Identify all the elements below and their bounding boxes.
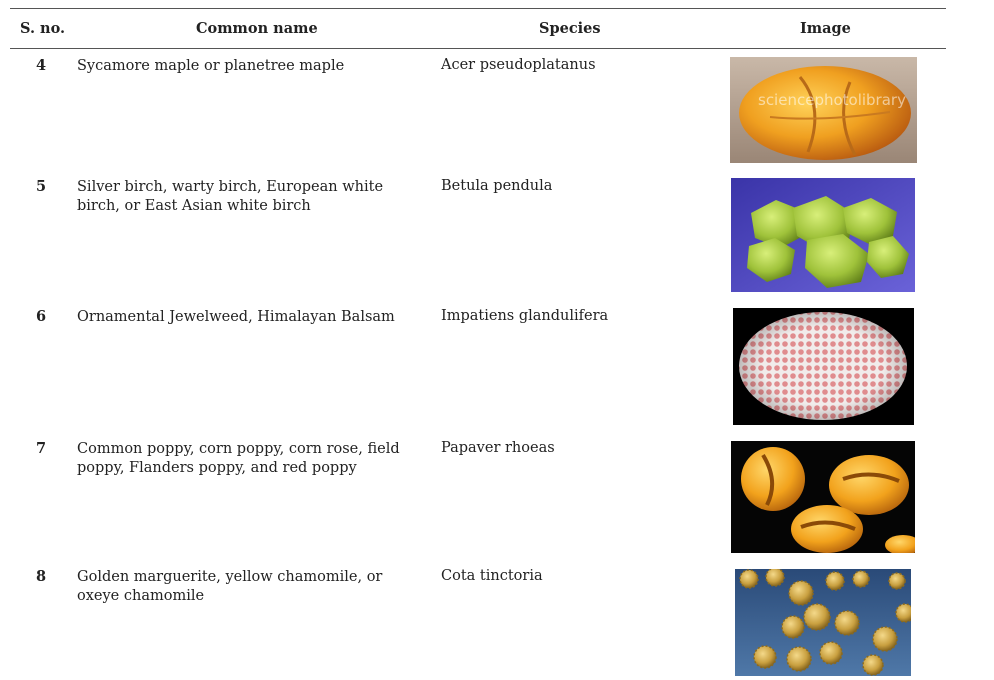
row-species: Cota tinctoria — [441, 568, 543, 584]
row-sno: 5 — [36, 178, 47, 195]
row-species: Betula pendula — [441, 178, 553, 194]
chamomile-pollen-image — [735, 569, 911, 676]
row-species: Impatiens glandulifera — [441, 308, 609, 324]
row-sno: 6 — [36, 308, 47, 325]
row-common-name: Sycamore maple or planetree maple — [77, 58, 345, 74]
row-common-name: Golden marguerite, yellow chamomile, or oxeye chamomile — [77, 569, 383, 604]
header-species: Species — [539, 20, 601, 37]
header-common-name: Common name — [196, 20, 318, 37]
chamomile-pollen-micrograph-icon — [735, 569, 911, 676]
row-common-name: Common poppy, corn poppy, corn rose, field poppy, Flanders poppy, and red poppy — [77, 441, 400, 476]
sycamore-pollen-micrograph-icon — [730, 57, 917, 163]
jewelweed-pollen-image — [733, 308, 914, 425]
header-sno: S. no. — [20, 20, 66, 37]
birch-pollen-micrograph-icon — [731, 178, 915, 292]
poppy-pollen-image — [731, 441, 915, 553]
row-sno: 7 — [36, 440, 47, 457]
header-image: Image — [800, 20, 851, 37]
birch-pollen-image — [731, 178, 915, 292]
sycamore-pollen-image — [730, 57, 917, 163]
table-header-rule — [10, 48, 946, 49]
jewelweed-pollen-micrograph-icon — [733, 308, 914, 425]
poppy-pollen-micrograph-icon — [731, 441, 915, 553]
table-top-rule — [10, 8, 946, 9]
row-species: Papaver rhoeas — [441, 440, 555, 456]
row-species: Acer pseudoplatanus — [441, 57, 596, 73]
row-sno: 8 — [36, 568, 47, 585]
row-common-name: Ornamental Jewelweed, Himalayan Balsam — [77, 309, 395, 325]
row-common-name: Silver birch, warty birch, European white birch, or East Asian white birch — [77, 179, 384, 214]
row-sno: 4 — [36, 57, 47, 74]
watermark-text: sciencephotolibrary — [758, 91, 906, 109]
